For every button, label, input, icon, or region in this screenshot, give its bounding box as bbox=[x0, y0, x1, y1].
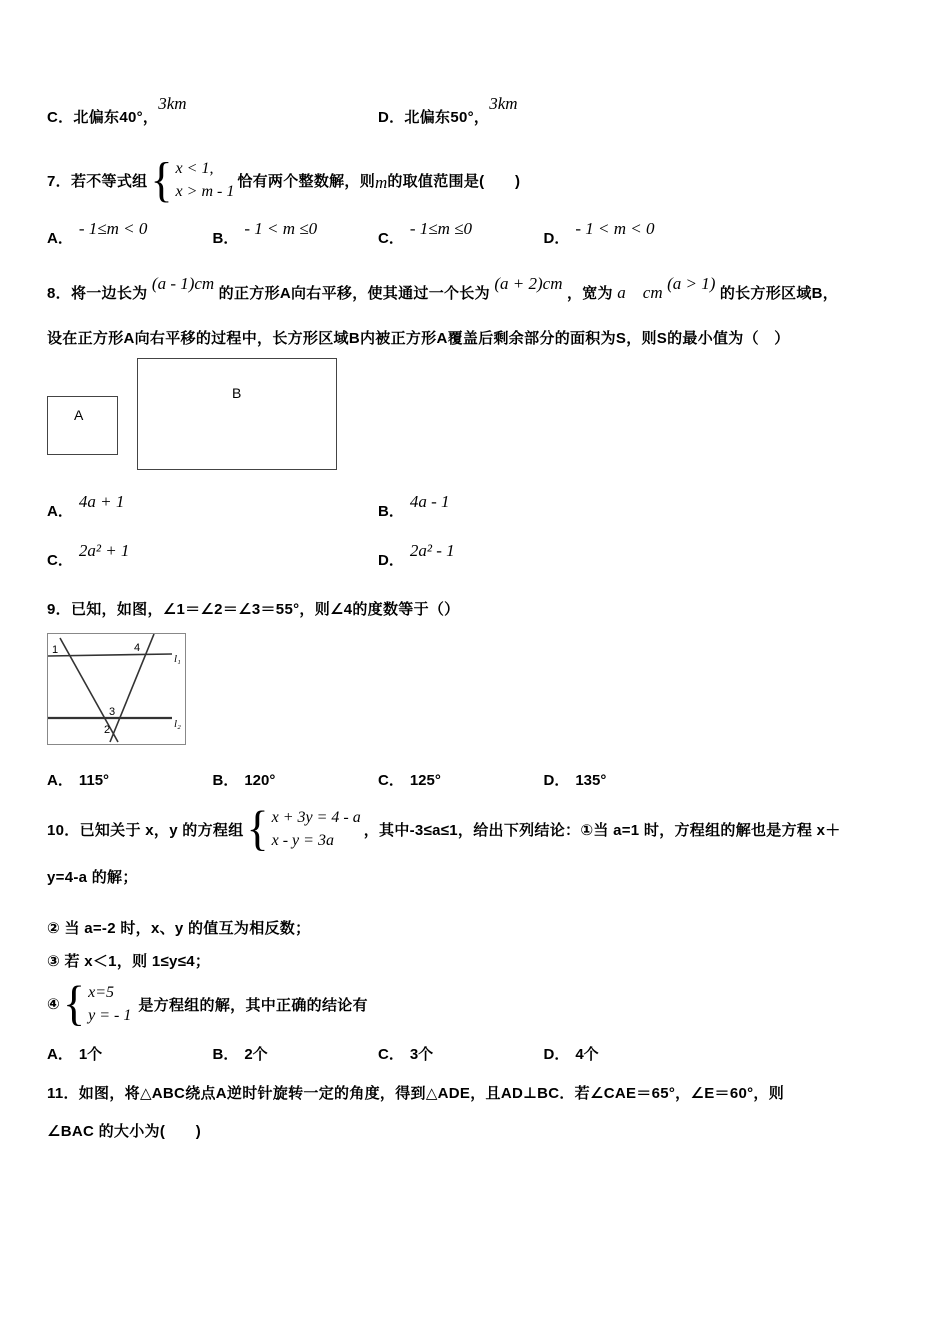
q10-stem-line2: y=4-a 的解； bbox=[47, 869, 138, 886]
q9-option-c bbox=[378, 769, 544, 790]
q9-option-b-value: 120° bbox=[244, 772, 276, 789]
q8-p2: 的正方形A向右平移，使其通过一个长为 bbox=[218, 285, 490, 302]
q10-option-a-value: 1个 bbox=[78, 1046, 103, 1063]
question-11-stem-line2: ∠BAC 的大小为( ) bbox=[47, 1123, 202, 1140]
l2-label: l₂ bbox=[174, 718, 181, 730]
q7-option-d-label: D． bbox=[543, 230, 570, 247]
q10-option-a bbox=[47, 1043, 213, 1064]
q8-option-d-math: 2a² - 1 bbox=[409, 541, 455, 560]
q10-sys-line1: x + 3y = 4 - a bbox=[271, 808, 361, 826]
q7-mid: 恰有两个整数解，则 bbox=[237, 172, 376, 190]
q8-math2: (a + 2)cm bbox=[494, 274, 563, 293]
angle-1-label: 1 bbox=[52, 644, 59, 656]
q10-option-d-label: D． bbox=[543, 1046, 570, 1063]
q10-option-c-label: C． bbox=[378, 1046, 404, 1063]
q7-option-c bbox=[378, 219, 544, 248]
q10-solution-system bbox=[63, 976, 132, 1031]
q9-option-b-label: B． bbox=[212, 772, 239, 789]
q10-sol-line1: x=5 bbox=[88, 983, 115, 1001]
q10-prefix: 10．已知关于 x，y 的方程组 bbox=[47, 821, 244, 839]
q10-option-c bbox=[378, 1043, 544, 1064]
q9-figure bbox=[47, 633, 186, 745]
q8-option-c-label: C． bbox=[47, 552, 73, 569]
q10-equation-system bbox=[246, 801, 361, 856]
q7-option-d-math: - 1 < m < 0 bbox=[575, 219, 655, 238]
q8-rectangle-b bbox=[137, 358, 337, 470]
angle-4-label: 4 bbox=[134, 642, 141, 654]
q7-sys-line2: x > m - 1 bbox=[175, 182, 235, 200]
q9-option-c-value: 125° bbox=[409, 772, 441, 789]
q8-options-row1 bbox=[47, 492, 903, 521]
q10-item-4 bbox=[47, 976, 903, 1031]
question-8-stem-line1 bbox=[47, 274, 903, 303]
q7-prefix: 7．若不等式组 bbox=[47, 172, 148, 190]
q10-option-b-value: 2个 bbox=[244, 1046, 268, 1063]
q7-inequality-system bbox=[150, 152, 235, 207]
q10-option-d-value: 4个 bbox=[575, 1046, 599, 1063]
angle-2-label: 2 bbox=[104, 724, 111, 736]
q8-option-b-math: 4a - 1 bbox=[409, 492, 450, 511]
q9-option-a bbox=[47, 769, 213, 790]
q7-option-c-math: - 1≤m ≤0 bbox=[409, 219, 472, 238]
q8-p4: 的长方形区域B， bbox=[719, 285, 839, 302]
q8-option-a-math: 4a + 1 bbox=[78, 492, 125, 511]
q10-sys-line2: x - y = 3a bbox=[271, 831, 334, 849]
angle-3-label: 3 bbox=[109, 706, 116, 718]
q8-square-a bbox=[47, 396, 118, 455]
q10-option-b bbox=[213, 1043, 379, 1064]
q7-option-a-label: A． bbox=[47, 230, 73, 247]
q6-option-d-math: 3km bbox=[489, 94, 518, 113]
q10-option-c-value: 3个 bbox=[409, 1046, 434, 1063]
q8-options-row2 bbox=[47, 541, 903, 570]
q8-p1: 8．将一边长为 bbox=[47, 285, 148, 302]
q10-option-a-label: A． bbox=[47, 1046, 73, 1063]
q8-math4: (a > 1) bbox=[667, 274, 716, 293]
q6-option-c bbox=[47, 94, 378, 127]
q7-option-a bbox=[47, 219, 213, 248]
q7-variable: m bbox=[375, 173, 388, 192]
q9-option-b bbox=[213, 769, 379, 790]
q10-item-2: ② 当 a=-2 时，x、y 的值互为相反数； bbox=[47, 920, 311, 937]
q8-option-d bbox=[378, 541, 709, 570]
q10-option-b-label: B． bbox=[212, 1046, 239, 1063]
line-l1 bbox=[48, 654, 172, 656]
q9-option-d-value: 135° bbox=[575, 772, 607, 789]
q6-option-d bbox=[378, 94, 709, 127]
q8-option-b bbox=[378, 492, 709, 521]
q6-option-c-label: C．北偏东40°， bbox=[47, 109, 159, 126]
q10-item4-suffix: 是方程组的解，其中正确的结论有 bbox=[138, 996, 368, 1014]
q7-option-a-math: - 1≤m < 0 bbox=[78, 219, 148, 238]
q8-math3: a cm bbox=[617, 283, 663, 302]
q7-option-d bbox=[543, 219, 710, 248]
left-brace: { bbox=[150, 152, 173, 207]
q7-sys-line1: x < 1, bbox=[175, 159, 214, 177]
q6-option-c-math: 3km bbox=[158, 94, 187, 113]
q8-square-a-label: A bbox=[74, 407, 84, 423]
q10-sol-line2: y = - 1 bbox=[88, 1006, 132, 1024]
q10-suffix: ，其中-3≤a≤1，给出下列结论：①当 a=1 时，方程组的解也是方程 x＋ bbox=[363, 821, 841, 839]
q10-options bbox=[47, 1043, 903, 1064]
q9-option-d-label: D． bbox=[543, 772, 570, 789]
question-7-stem bbox=[47, 152, 903, 207]
q8-option-b-label: B． bbox=[378, 503, 404, 520]
q8-rectangle-b-label: B bbox=[232, 385, 242, 401]
q10-option-d bbox=[544, 1043, 710, 1064]
q7-option-c-label: C． bbox=[378, 230, 404, 247]
question-8-stem-line2: 设在正方形A向右平移的过程中，长方形区域B内被正方形A覆盖后剩余部分的面积为S，则S的最小值为（ ） bbox=[47, 330, 790, 347]
q10-item-3: ③ 若 x＜1，则 1≤y≤4； bbox=[47, 953, 211, 970]
left-brace: { bbox=[246, 801, 269, 856]
q7-option-b-label: B． bbox=[212, 230, 239, 247]
q8-math1: (a - 1)cm bbox=[151, 274, 215, 293]
q8-option-c bbox=[47, 541, 378, 570]
q9-options bbox=[47, 769, 903, 790]
q6-options bbox=[47, 94, 903, 127]
q7-option-b-math: - 1 < m ≤0 bbox=[244, 219, 318, 238]
q8-option-a-label: A． bbox=[47, 503, 73, 520]
q7-option-b bbox=[212, 219, 379, 248]
q6-option-d-label: D．北偏东50°， bbox=[378, 109, 490, 126]
q8-option-c-math: 2a² + 1 bbox=[78, 541, 130, 560]
question-9-stem: 9．已知，如图，∠1＝∠2＝∠3＝55°，则∠4的度数等于（） bbox=[47, 601, 460, 618]
q8-option-d-label: D． bbox=[378, 552, 404, 569]
q7-suffix: 的取值范围是( ) bbox=[387, 172, 521, 190]
left-brace: { bbox=[63, 976, 86, 1031]
question-11-stem-line1: 11．如图，将△ABC绕点A逆时针旋转一定的角度，得到△ADE，且AD⊥BC．若∠CAE＝65°，∠E＝60°，则 bbox=[47, 1085, 785, 1102]
question-10-stem bbox=[47, 801, 903, 856]
q9-option-a-label: A． bbox=[47, 772, 73, 789]
q9-figure-svg bbox=[48, 634, 185, 744]
q8-figure bbox=[47, 358, 903, 474]
q9-option-d bbox=[544, 769, 710, 790]
q10-item4-prefix: ④ bbox=[47, 996, 61, 1013]
q9-option-a-value: 115° bbox=[78, 772, 110, 789]
q7-options bbox=[47, 219, 903, 248]
transversal-right bbox=[110, 634, 154, 742]
q9-option-c-label: C． bbox=[378, 772, 404, 789]
l1-label: l₁ bbox=[174, 653, 181, 665]
q8-option-a bbox=[47, 492, 378, 521]
q8-p3: ，宽为 bbox=[566, 285, 613, 302]
